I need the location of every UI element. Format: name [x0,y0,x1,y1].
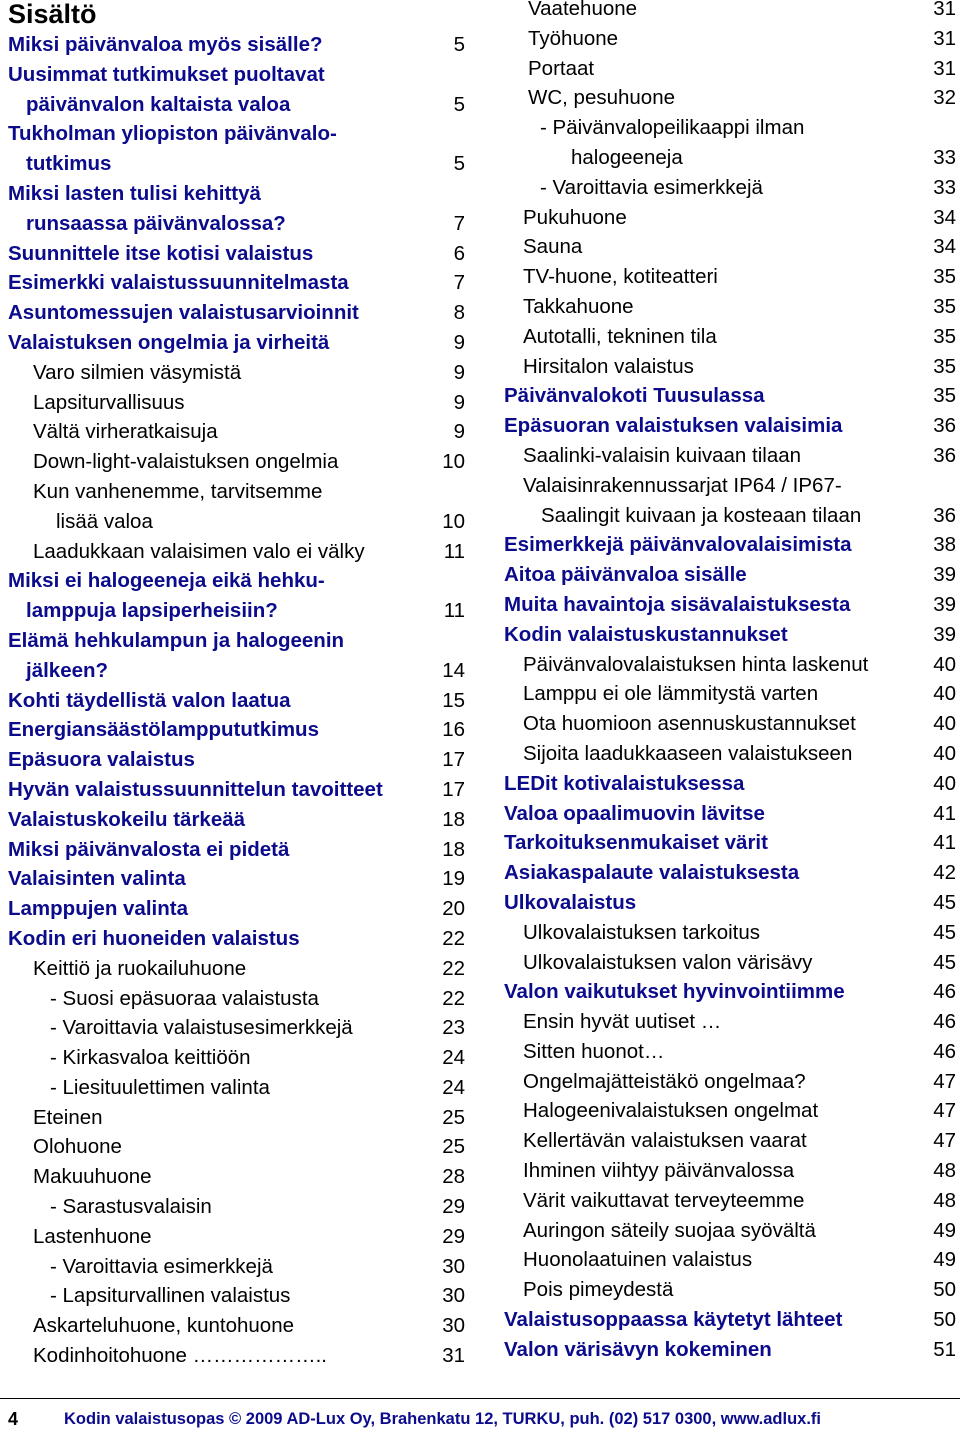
toc-entry [8,1252,465,1282]
toc-entry-title: Esimerkki valaistussuunnitelmasta [8,271,349,295]
toc-entry-page: 18 [442,807,465,831]
toc-entry [504,560,956,590]
toc-entry-title: Aitoa päivänvaloa sisälle [504,563,747,587]
toc-entry [8,119,465,179]
toc-entry-page: 48 [933,1188,956,1212]
toc-entry-page: 22 [442,956,465,980]
toc-entry-title: Hyvän valaistussuunnittelun tavoitteet [8,777,383,801]
toc-entry [8,60,465,120]
toc-entry-page: 9 [453,390,465,414]
toc-entry-title: WC, pesuhuone [528,86,676,110]
toc-entry-title: Asuntomessujen valaistusarvioinnit [8,301,359,325]
toc-entry [504,769,956,799]
footer-page-number: 4 [8,1409,19,1429]
toc-entry [8,328,465,358]
toc-entry-title: - Päivänvalopeilikaappi ilman [540,116,805,140]
toc-entry-page: 38 [933,533,956,557]
toc-entry [504,1037,956,1067]
toc-entry-title: TV-huone, kotiteatteri [523,265,718,289]
toc-entry-title: Askarteluhuone, kuntohuone [33,1314,295,1338]
toc-entry-title: Valaisinrakennussarjat IP64 / IP67- [523,473,842,497]
toc-entry-title: Sitten huonot… [523,1039,665,1063]
toc-entry [8,268,465,298]
toc-entry [8,1281,465,1311]
toc-entry-title: Valoa opaalimuovin lävitse [504,801,765,825]
toc-entry [504,1186,956,1216]
toc-entry-page: 34 [933,235,956,259]
toc-entry-title-continued: jälkeen? [26,658,109,682]
toc-entry-page: 7 [453,211,465,235]
toc-entry-title: Olohuone [33,1135,122,1159]
toc-entry-page: 31 [933,0,956,20]
toc-entry [8,775,465,805]
toc-entry-page: 50 [933,1308,956,1332]
toc-entry-page: 40 [933,652,956,676]
toc-entry-title: Muita havaintoja sisävalaistuksesta [504,592,851,616]
toc-entry-title: - Sarastusvalaisin [50,1195,212,1219]
toc-entry-title: Miksi ei halogeeneja eikä hehku- [8,569,325,593]
toc-entry-title: - Lapsiturvallinen valaistus [50,1284,291,1308]
toc-entry-page: 35 [933,324,956,348]
toc-entry [504,0,956,24]
toc-entry-page: 17 [442,777,465,801]
toc-entry [504,530,956,560]
footer-text: Kodin valaistusopas © 2009 AD-Lux Oy, Brahenkatu 12, TURKU, puh. (02) 517 0300, www.adlux.fi [64,1410,822,1428]
toc-entry-page: 16 [442,718,465,742]
toc-entry-title: Ihminen viihtyy päivänvalossa [523,1159,795,1183]
toc-entry-page: 51 [933,1337,956,1361]
toc-entry-page: 31 [442,1344,465,1368]
toc-entry [8,30,465,60]
toc-entry [504,1245,956,1275]
toc-entry [8,179,465,239]
toc-entry [504,173,956,203]
toc-entry [8,298,465,328]
toc-entry-page: 11 [443,539,465,563]
toc-entry-title: Lastenhuone [33,1224,152,1248]
toc-entry-title: Valaistusoppaassa käytetyt lähteet [504,1308,843,1332]
toc-entry-page: 24 [442,1075,465,1099]
toc-entry-title: Vältä virheratkaisuja [33,420,218,444]
toc-entry-title: Valaistuksen ongelmia ja virheitä [8,330,330,354]
toc-entry-title: Takkahuone [523,294,634,318]
toc-entry [504,590,956,620]
toc-entry-title: - Kirkasvaloa keittiöön [50,1046,251,1070]
toc-entry-title: Ulkovalaistus [504,890,637,914]
toc-entry [8,835,465,865]
toc-entry-title: Lamppu ei ole lämmitystä varten [523,682,819,706]
toc-entry-title: Kodinhoitohuone ……………….. [33,1344,327,1368]
toc-entry-page: 15 [442,688,465,712]
toc-entry-title: Suunnittele itse kotisi valaistus [8,241,314,265]
toc-entry-title: Miksi lasten tulisi kehittyä [8,181,261,205]
toc-entry-title: Epäsuora valaistus [8,748,195,772]
toc-entry-title: Hirsitalon valaistus [523,354,694,378]
toc-entry [504,471,956,531]
toc-entry [504,1096,956,1126]
toc-entry-page: 5 [453,152,465,176]
toc-entry [8,566,465,626]
toc-entry [504,620,956,650]
toc-entry-title: Päivänvalokoti Tuusulassa [504,384,765,408]
toc-entry-page: 6 [453,241,465,265]
toc-entry [8,924,465,954]
toc-entry-title: Lamppujen valinta [8,897,188,921]
toc-entry-page: 23 [442,1016,465,1040]
toc-entry-title: Laadukkaan valaisimen valo ei välky [33,539,365,563]
toc-entry [8,805,465,835]
toc-left-column [8,30,465,1371]
toc-entry [504,411,956,441]
toc-entry [504,262,956,292]
toc-entry-page: 9 [453,360,465,384]
toc-entry-page: 35 [933,384,956,408]
toc-entry-page: 40 [933,771,956,795]
toc-entry [504,292,956,322]
toc-entry-page: 10 [442,509,465,533]
toc-entry-page: 31 [933,26,956,50]
toc-entry [504,888,956,918]
toc-entry-title: Värit vaikuttavat terveyteemme [523,1188,805,1212]
toc-entry [8,1192,465,1222]
toc-entry [8,1043,465,1073]
toc-entry-page: 39 [933,622,956,646]
toc-entry-title: Energiansäästölamppututkimus [8,718,319,742]
toc-entry-title: Valaisinten valinta [8,867,186,891]
toc-entry-page: 42 [933,861,956,885]
toc-entry [8,1162,465,1192]
toc-entry [504,54,956,84]
toc-entry-page: 36 [933,443,956,467]
toc-entry-page: 25 [442,1105,465,1129]
toc-entry-page: 30 [442,1254,465,1278]
toc-entry [8,1073,465,1103]
toc-entry-page: 30 [442,1284,465,1308]
toc-entry-page: 36 [933,414,956,438]
toc-entry-page: 47 [933,1069,956,1093]
toc-entry [8,447,465,477]
toc-entry [504,381,956,411]
toc-entry [8,954,465,984]
toc-entry [8,1341,465,1371]
toc-entry-title: Sauna [523,235,583,259]
toc-entry [8,388,465,418]
toc-entry-page: 22 [442,986,465,1010]
toc-entry-title-continued: lamppuja lapsiperheisiin? [26,599,278,623]
toc-entry [504,858,956,888]
toc-entry-title-continued: tutkimus [26,152,112,176]
toc-entry-page: 17 [442,748,465,772]
page-footer [8,1406,960,1432]
toc-entry-page: 5 [453,92,465,116]
toc-entry [8,358,465,388]
toc-entry [504,679,956,709]
toc-entry [8,864,465,894]
toc-entry-title: Auringon säteily suojaa syövältä [523,1218,816,1242]
toc-entry [504,1335,956,1365]
toc-entry-title: Tarkoituksenmukaiset värit [504,831,768,855]
toc-entry-title-continued: runsaassa päivänvalossa? [26,211,286,235]
toc-entry [504,799,956,829]
toc-entry-title: Ulkovalaistuksen tarkoitus [523,920,760,944]
toc-entry-title: - Varoittavia valaistusesimerkkejä [50,1016,353,1040]
toc-entry-page: 47 [933,1099,956,1123]
toc-entry [504,441,956,471]
toc-entry-title: Valon värisävyn kokeminen [504,1337,772,1361]
toc-entry-page: 34 [933,205,956,229]
toc-entry [504,1305,956,1335]
toc-entry-page: 33 [933,145,956,169]
toc-entry [8,1013,465,1043]
toc-right-column [504,0,956,1365]
toc-entry-title: Vaatehuone [528,0,638,20]
toc-entry [504,1156,956,1186]
toc-entry-page: 46 [933,1039,956,1063]
toc-entry-title: Saalinki-valaisin kuivaan tilaan [523,443,802,467]
toc-entry-page: 45 [933,950,956,974]
toc-entry [8,715,465,745]
toc-entry-title: Pois pimeydestä [523,1278,674,1302]
toc-entry-page: 28 [442,1165,465,1189]
toc-entry-page: 39 [933,563,956,587]
toc-entry-title: Keittiö ja ruokailuhuone [33,956,247,980]
toc-entry-page: 41 [933,801,956,825]
toc-entry [504,650,956,680]
toc-entry-title: Päivänvalovalaistuksen hinta laskenut [523,652,869,676]
toc-entry-title: Ulkovalaistuksen valon värisävy [523,950,813,974]
toc-entry-page: 49 [933,1248,956,1272]
toc-entry-page: 40 [933,682,956,706]
toc-entry-title: Eteinen [33,1105,103,1129]
toc-entry [504,709,956,739]
toc-entry-title: Työhuone [528,26,619,50]
toc-entry-title: Varo silmien väsymistä [33,360,242,384]
toc-entry-title: Kellertävän valaistuksen vaarat [523,1129,807,1153]
toc-entry [8,984,465,1014]
toc-entry-title: Miksi päivänvaloa myös sisälle? [8,33,323,56]
toc-entry [504,1126,956,1156]
toc-entry [8,1132,465,1162]
toc-entry-page: 29 [442,1224,465,1248]
toc-entry-page: 25 [442,1135,465,1159]
toc-entry-title: Makuuhuone [33,1165,152,1189]
toc-entry-page: 24 [442,1046,465,1070]
toc-entry [504,1007,956,1037]
toc-entry-page: 35 [933,294,956,318]
toc-entry-page: 31 [933,56,956,80]
toc-entry-page: 45 [933,920,956,944]
toc-entry-page: 41 [933,831,956,855]
toc-entry-title: Lapsiturvallisuus [33,390,185,414]
toc-entry [8,1222,465,1252]
toc-entry-page: 19 [442,867,465,891]
toc-entry-title: - Liesituulettimen valinta [50,1075,270,1099]
toc-entry-title-continued: halogeeneja [571,145,683,169]
toc-entry-title: Pukuhuone [523,205,627,229]
toc-entry [8,1103,465,1133]
toc-entry-page: 46 [933,980,956,1004]
toc-entry [8,417,465,447]
toc-entry-title: Kun vanhenemme, tarvitsemme [33,479,323,503]
toc-entry-page: 36 [933,503,956,527]
toc-entry-page: 45 [933,890,956,914]
page-title: Sisältö [8,0,97,29]
toc-entry-page: 29 [442,1195,465,1219]
toc-entry-page: 48 [933,1159,956,1183]
toc-entry-page: 30 [442,1314,465,1338]
toc-entry [8,537,465,567]
toc-entry-page: 22 [442,926,465,950]
toc-entry-title: Ota huomioon asennuskustannukset [523,712,856,736]
toc-entry-page: 49 [933,1218,956,1242]
toc-entry [504,322,956,352]
toc-entry-page: 47 [933,1129,956,1153]
toc-entry-title: - Varoittavia esimerkkejä [50,1254,273,1278]
toc-entry [8,745,465,775]
toc-entry [504,352,956,382]
toc-entry [504,1275,956,1305]
toc-entry [504,918,956,948]
toc-entry [504,203,956,233]
toc-entry-title: Autotalli, tekninen tila [523,324,717,348]
toc-entry-title: Portaat [528,56,595,80]
toc-entry-page: 40 [933,741,956,765]
toc-entry-title: Ensin hyvät uutiset … [523,1010,722,1034]
toc-entry-page: 50 [933,1278,956,1302]
toc-entry [504,739,956,769]
toc-entry-title-continued: Saalingit kuivaan ja kosteaan tilaan [541,503,862,527]
toc-entry-title: Kodin valaistuskustannukset [504,622,788,646]
toc-entry-title: Tukholman yliopiston päivänvalo- [8,122,337,146]
toc-entry [8,626,465,686]
toc-entry-title: - Suosi epäsuoraa valaistusta [50,986,319,1010]
toc-entry-title: Sijoita laadukkaaseen valaistukseen [523,741,853,765]
toc-entry-page: 32 [933,86,956,110]
toc-entry [504,1216,956,1246]
toc-entry-title: Kodin eri huoneiden valaistus [8,926,300,950]
toc-entry-title: - Varoittavia esimerkkejä [540,175,763,199]
toc-entry-page: 35 [933,265,956,289]
toc-entry [504,828,956,858]
footer-divider [0,1398,960,1399]
toc-entry [504,948,956,978]
toc-entry-title: Miksi päivänvalosta ei pidetä [8,837,290,861]
toc-entry [8,894,465,924]
toc-entry-title: Halogeenivalaistuksen ongelmat [523,1099,819,1123]
toc-entry-title: Ongelmajätteistäkö ongelmaa? [523,1069,806,1093]
toc-entry [8,477,465,537]
toc-entry-page: 18 [442,837,465,861]
toc-entry-page: 8 [453,301,465,325]
toc-entry-page: 14 [442,658,465,682]
toc-entry-page: 9 [453,420,465,444]
toc-entry-page: 11 [443,599,465,623]
toc-entry-title: Uusimmat tutkimukset puoltavat [8,62,325,86]
toc-entry-title: LEDit kotivalaistuksessa [504,771,745,795]
toc-entry-title-continued: lisää valoa [56,509,153,533]
toc-entry [504,1067,956,1097]
toc-entry [504,113,956,173]
toc-entry [8,686,465,716]
toc-entry-title-continued: päivänvalon kaltaista valoa [26,92,291,116]
toc-entry [8,239,465,269]
toc-entry-title: Kohti täydellistä valon laatua [8,688,291,712]
toc-entry-page: 5 [453,33,465,56]
toc-entry [504,232,956,262]
toc-entry-page: 10 [442,450,465,474]
toc-entry [504,977,956,1007]
toc-entry-title: Huonolaatuinen valaistus [523,1248,753,1272]
toc-entry-title: Valon vaikutukset hyvinvointiimme [504,980,845,1004]
toc-entry [504,24,956,54]
toc-entry-title: Elämä hehkulampun ja halogeenin [8,628,345,652]
toc-entry-page: 33 [933,175,956,199]
toc-entry-page: 7 [453,271,465,295]
toc-entry-page: 40 [933,712,956,736]
toc-entry [504,83,956,113]
toc-entry [8,1311,465,1341]
toc-entry-page: 20 [442,897,465,921]
toc-entry-title: Valaistuskokeilu tärkeää [8,807,246,831]
toc-entry-page: 9 [453,330,465,354]
toc-entry-title: Asiakaspalaute valaistuksesta [504,861,800,885]
toc-entry-page: 35 [933,354,956,378]
toc-entry-title: Esimerkkejä päivänvalovalaisimista [504,533,852,557]
toc-entry-title: Down-light-valaistuksen ongelmia [33,450,339,474]
toc-entry-page: 46 [933,1010,956,1034]
toc-entry-page: 39 [933,592,956,616]
toc-entry-title: Epäsuoran valaistuksen valaisimia [504,414,843,438]
